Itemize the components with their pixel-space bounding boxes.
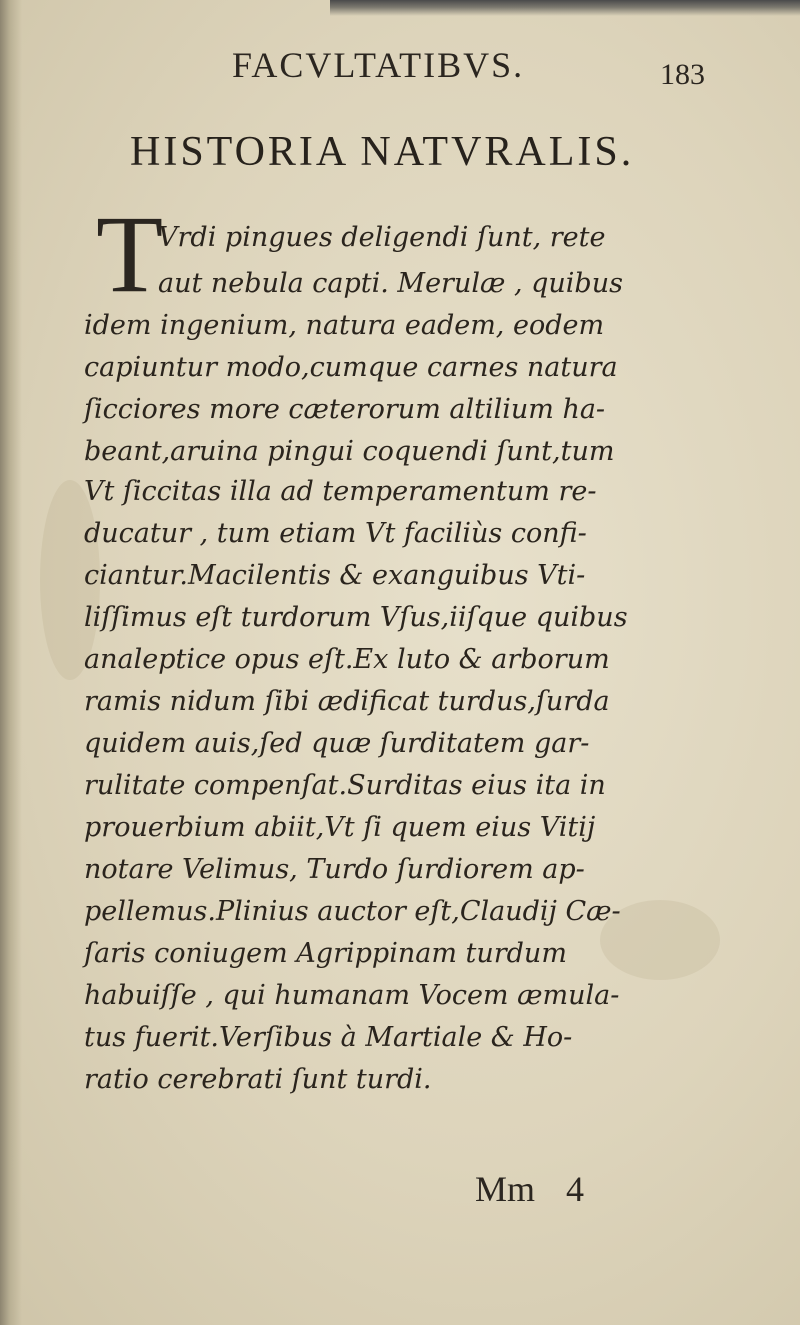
text-line: ciantur.Macilentis & exanguibus Vti- [84,560,586,591]
text-line: analeptice opus eſt.Ex luto & arborum [84,644,610,675]
text-line: quidem auis,ſed quæ ſurditatem gar- [84,728,590,759]
page-top-edge [330,0,800,16]
text-line: ſaris coniugem Agrippinam turdum [84,938,567,969]
text-line: rulitate compenſat.Surditas eius ita in [84,770,606,801]
text-line: ducatur , tum etiam Vt faciliùs confi- [84,518,587,549]
text-line: ratio cerebrati ſunt turdi. [84,1064,432,1095]
text-line: capiuntur modo,cumque carnes natura [84,352,618,383]
text-line: notare Velimus, Turdo ſurdiorem ap- [84,854,585,885]
running-head: FACVLTATIBVS. [232,45,525,85]
text-line: Vrdi pingues deligendi ſunt, rete [158,222,606,253]
text-line: prouerbium abiit,Vt ſi quem eius Vitij [84,812,596,843]
drop-cap: T [96,193,164,315]
text-line: idem ingenium, natura eadem, eodem [84,310,605,341]
text-line: Vt ſiccitas illa ad temperamentum re- [84,476,597,507]
gutter-shadow [0,0,22,1325]
text-line: pellemus.Plinius auctor eſt,Claudij Cæ- [84,896,621,927]
page-number: 183 [660,58,705,91]
signature-mark: Mm 4 [475,1169,585,1209]
text-line: aut nebula capti. Merulæ , quibus [158,268,623,299]
text-line: ſicciores more cæterorum altilium ha- [84,394,606,425]
text-line: liſſimus eſt turdorum Vſus,iiſque quibus [84,602,628,633]
text-line: beant,aruina pingui coquendi ſunt,tum [84,436,615,467]
section-title: HISTORIA NATVRALIS. [130,129,635,175]
text-line: habuiſſe , qui humanam Vocem æmula- [84,980,620,1011]
text-line: ramis nidum ſibi ædificat turdus,ſurda [84,686,610,717]
text-line: tus fuerit.Verſibus à Martiale & Ho- [84,1022,573,1053]
